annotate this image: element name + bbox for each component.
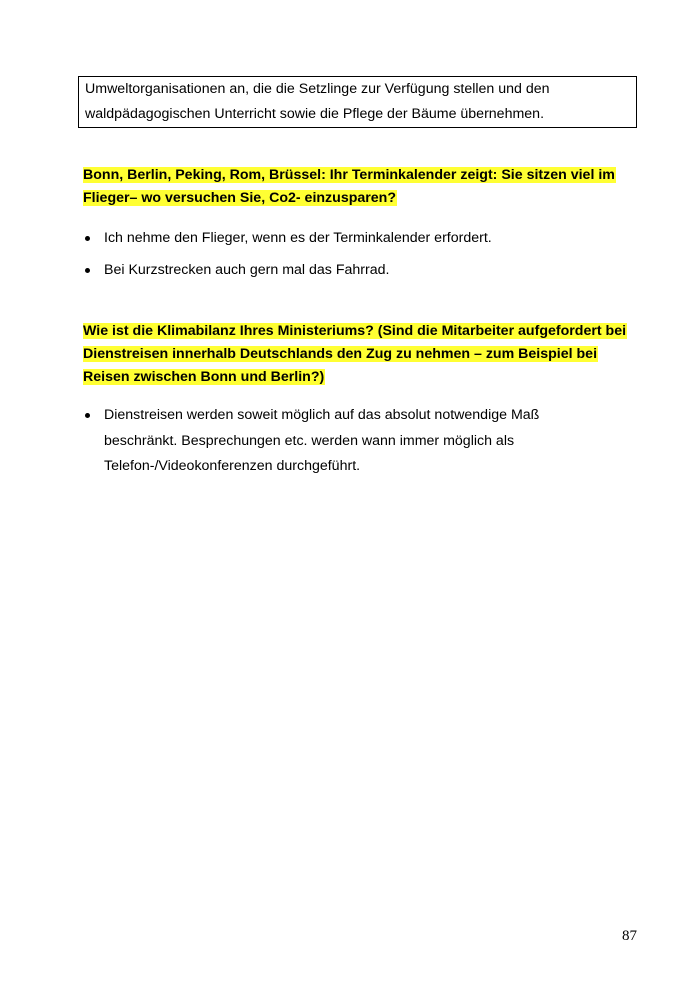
intro-line: waldpädagogischen Unterricht sowie die Pflege der Bäume übernehmen. — [85, 106, 545, 122]
question-line: Reisen zwischen Bonn und Berlin?) — [83, 369, 325, 385]
question-line: Wie ist die Klimabilanz Ihres Ministeriums? (Sind die Mitarbeiter aufgefordert bei — [83, 323, 627, 339]
intro-text-box — [78, 76, 637, 128]
page-number: 87 — [622, 928, 637, 944]
intro-line: Umweltorganisationen an, die die Setzlinge zur Verfügung stellen und den — [85, 81, 550, 97]
answer-list-climate-balance — [83, 403, 643, 480]
question-line: Flieger– wo versuchen Sie, Co2- einzusparen? — [83, 190, 397, 206]
answer-list-travel — [83, 228, 643, 292]
answer-line: Dienstreisen werden soweit möglich auf das absolut notwendige Maß — [104, 407, 540, 423]
question-line: Dienstreisen innerhalb Deutschlands den Zug zu nehmen – zum Beispiel bei — [83, 346, 598, 362]
answer-line: beschränkt. Besprechungen etc. werden wann immer möglich als — [104, 432, 515, 449]
question-heading-climate-balance — [83, 320, 643, 389]
question-heading-travel — [83, 164, 643, 210]
answer-line: Telefon-/Videokonferenzen durchgeführt. — [104, 458, 361, 474]
list-item: Bei Kurzstrecken auch gern mal das Fahrrad. — [83, 260, 643, 280]
list-item: Ich nehme den Flieger, wenn es der Terminkalender erfordert. — [83, 228, 643, 248]
question-line: Bonn, Berlin, Peking, Rom, Brüssel: Ihr Terminkalender zeigt: Sie sitzen viel im — [83, 167, 615, 183]
list-item — [83, 403, 643, 480]
